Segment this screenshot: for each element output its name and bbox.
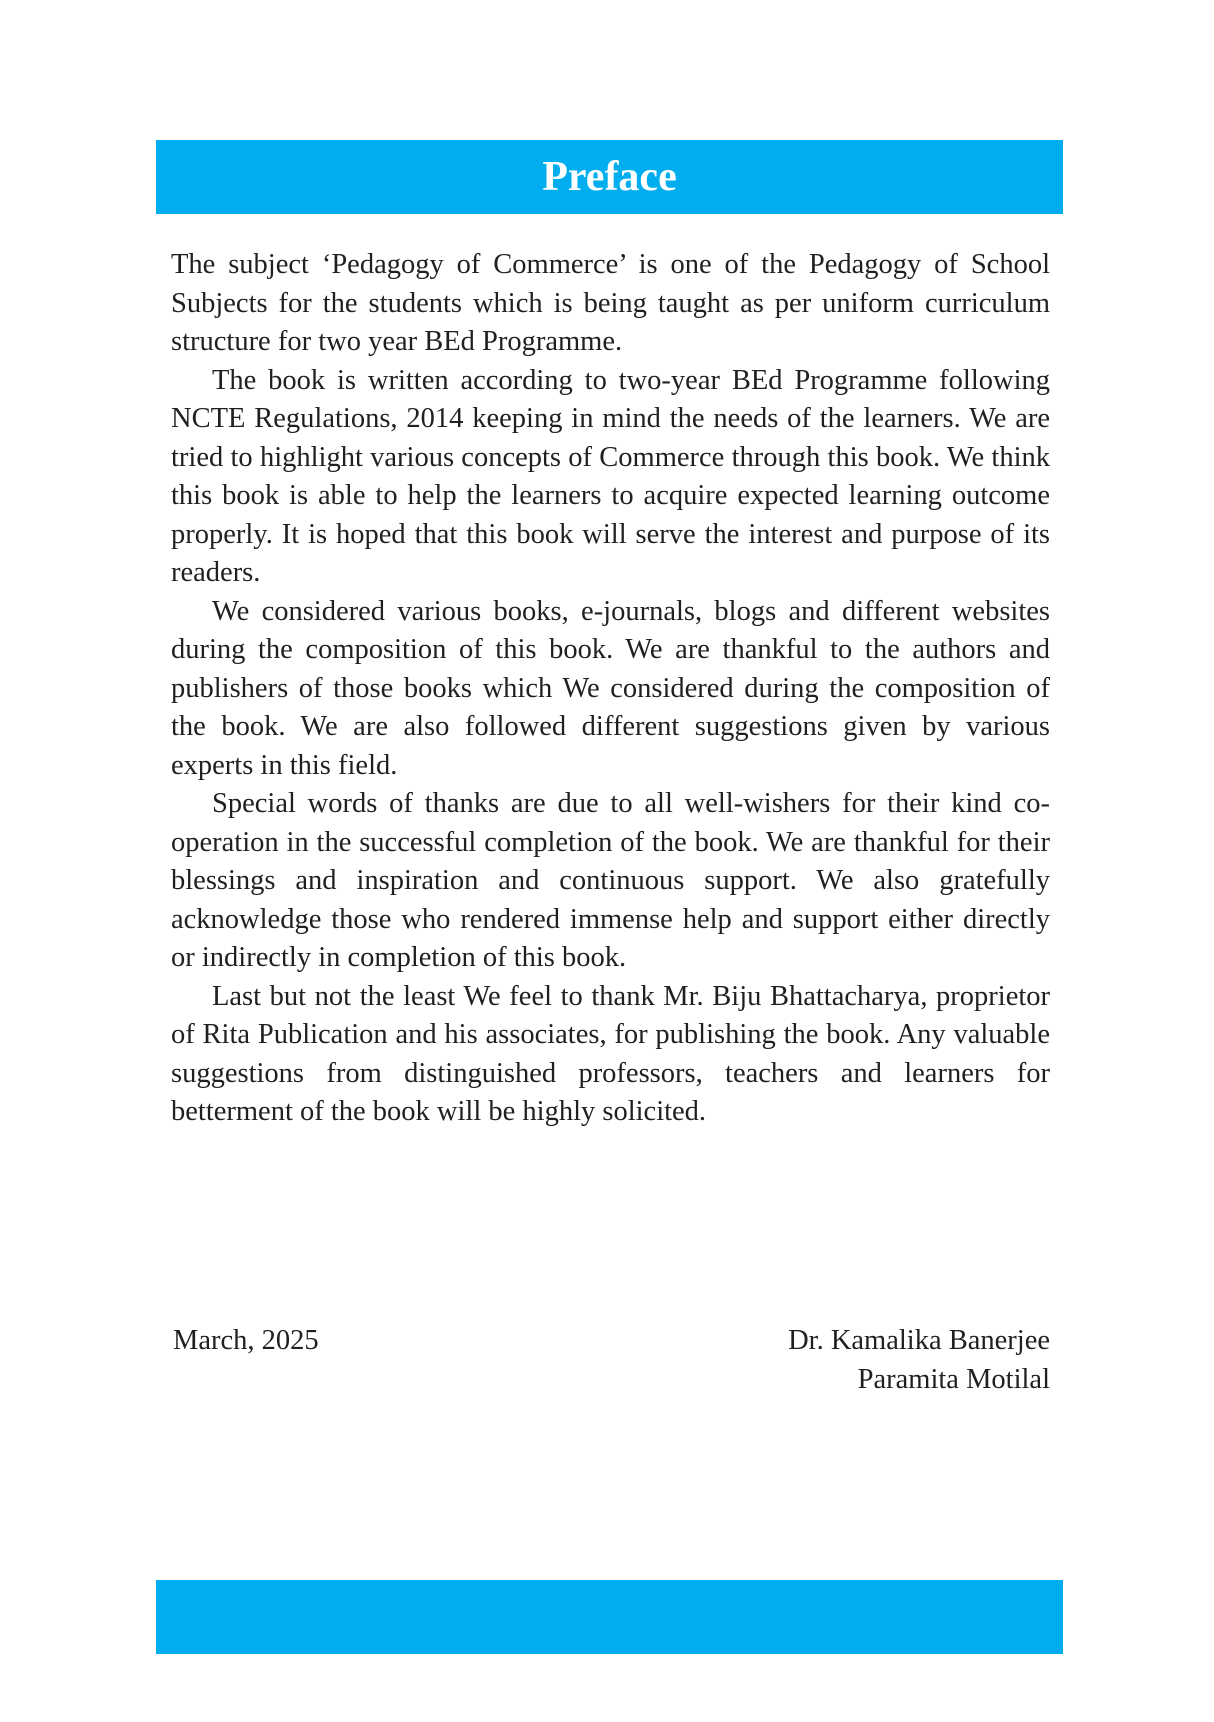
preface-body	[171, 246, 1050, 1132]
author-name: Dr. Kamalika Banerjee	[788, 1325, 1050, 1356]
signoff-date: March, 2025	[173, 1325, 319, 1356]
signoff-authors	[788, 1322, 1050, 1399]
title-band	[156, 140, 1063, 214]
paragraph-1: The subject ‘Pedagogy of Commerce’ is one of the Pedagogy of School Subjects for the students which is being taught as per uniform curriculum structure for two year BEd Programme.	[171, 249, 1050, 357]
page-title: Preface	[542, 154, 677, 200]
paragraph-2: The book is written according to two-year BEd Programme following NCTE Regulations, 2014 keeping in mind the needs of the learners. We are tried to highlight various concepts of Commerce through this book. We think this book is able to help the learners to acquire expected learning outcome properly. It is hoped that this book will serve the interest and purpose of its readers.	[171, 364, 1050, 588]
footer-band	[156, 1580, 1063, 1654]
paragraph-4: Special words of thanks are due to all well-wishers for their kind co-operation in the successful completion of the book. We are thankful for their blessings and inspiration and continuous support. We also gratefully acknowledge those who rendered immense help and support either directly or indirectly in completion of this book.	[171, 788, 1050, 973]
author-name: Paramita Motilal	[857, 1363, 1050, 1395]
paragraph-5: Last but not the least We feel to thank Mr. Biju Bhattacharya, proprietor of Rita Publication and his associates, for publishing the book. Any valuable suggestions from distinguished professors, teachers and learners for betterment of the book will be highly solicited.	[171, 980, 1050, 1127]
paragraph-3: We considered various books, e-journals, blogs and different websites during the composition of this book. We are thankful to the authors and publishers of those books which We considered during the composition of the book. We are also followed different suggestions given by various experts in this field.	[171, 595, 1050, 781]
